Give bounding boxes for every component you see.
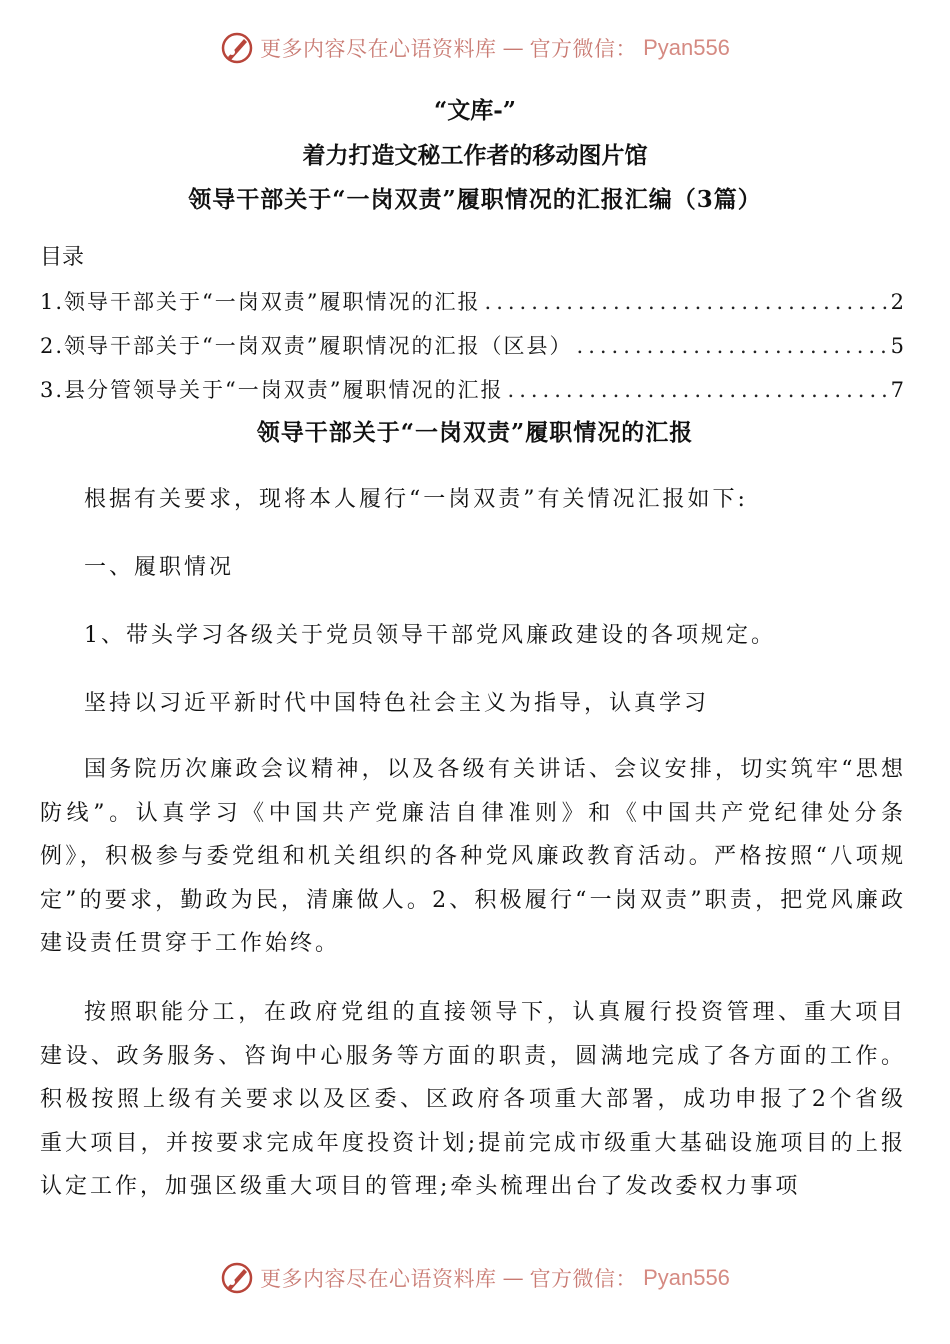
banner-label: 官方微信：	[529, 37, 638, 61]
toc-item[interactable]	[40, 280, 906, 324]
body-paragraph: 1、带头学习各级关于党员领导干部党风廉政建设的各项规定。	[84, 623, 776, 648]
toc-item[interactable]	[40, 324, 906, 368]
top-watermark-banner	[0, 28, 950, 68]
banner-account: Pyan556	[643, 1265, 730, 1290]
body-paragraph: 根据有关要求，现将本人履行“一岗双责”有关情况汇报如下:	[84, 487, 748, 512]
header-title-1: “文库-”	[433, 97, 516, 124]
toc-leader-dots	[485, 280, 887, 324]
pen-circle-logo-icon	[220, 1261, 254, 1295]
header-title-3: 领导干部关于“一岗双责”履职情况的汇报汇编（3篇）	[188, 186, 762, 213]
body-paragraph: 坚持以习近平新时代中国特色社会主义为指导，认真学习	[84, 691, 710, 716]
body-paragraph: 一、履职情况	[84, 555, 235, 580]
toc-item-label: 3.县分管领导关于“一岗双责”履职情况的汇报	[40, 378, 504, 402]
body-paragraph: 国务院历次廉政会议精神，以及各级有关讲话、会议安排，切实筑牢“思想防线”。认真学习《中国共产党廉洁自律准则》和《中国共产党纪律处分条例》，积极参与委党组和机关组织的各种党风廉政教育活动。严格按照“八项规定”的要求，勤政为民，清廉做人。2、积极履行“一岗双责”职责，把党风廉政建设责任贯穿于工作始终。	[40, 757, 906, 956]
toc-item-label: 1.领导干部关于“一岗双责”履职情况的汇报	[40, 290, 481, 314]
body-paragraph: 按照职能分工，在政府党组的直接领导下，认真履行投资管理、重大项目建设、政务服务、咨询中心服务等方面的职责，圆满地完成了各方面的工作。积极按照上级有关要求以及区委、区政府各项重大部署，成功申报了2个省级重大项目，并按要求完成年度投资计划;提前完成市级重大基础设施项目的上报认定工作，加强区级重大项目的管理;牵头梳理出台了发改委权力事项	[40, 1000, 906, 1199]
section-title: 领导干部关于“一岗双责”履职情况的汇报	[256, 419, 694, 446]
banner-text: 更多内容尽在心语资料库	[260, 37, 497, 61]
pen-circle-logo-icon	[220, 31, 254, 65]
banner-text: 更多内容尽在心语资料库	[260, 1267, 497, 1291]
banner-separator: —	[502, 1266, 524, 1290]
table-of-contents	[40, 236, 906, 412]
toc-leader-dots	[577, 324, 887, 368]
toc-item-page: 2	[890, 290, 906, 314]
banner-label: 官方微信：	[529, 1267, 638, 1291]
header-title-2: 着力打造文秘工作者的移动图片馆	[302, 142, 648, 169]
toc-item-page: 7	[890, 378, 906, 402]
document-header	[0, 88, 950, 222]
banner-separator: —	[502, 36, 524, 60]
banner-account: Pyan556	[643, 35, 730, 60]
toc-leader-dots	[508, 368, 887, 412]
toc-item-page: 5	[890, 334, 906, 358]
toc-item[interactable]	[40, 368, 906, 412]
toc-heading: 目录	[40, 245, 85, 270]
bottom-watermark-banner	[0, 1258, 950, 1298]
toc-item-label: 2.领导干部关于“一岗双责”履职情况的汇报（区县）	[40, 334, 573, 358]
